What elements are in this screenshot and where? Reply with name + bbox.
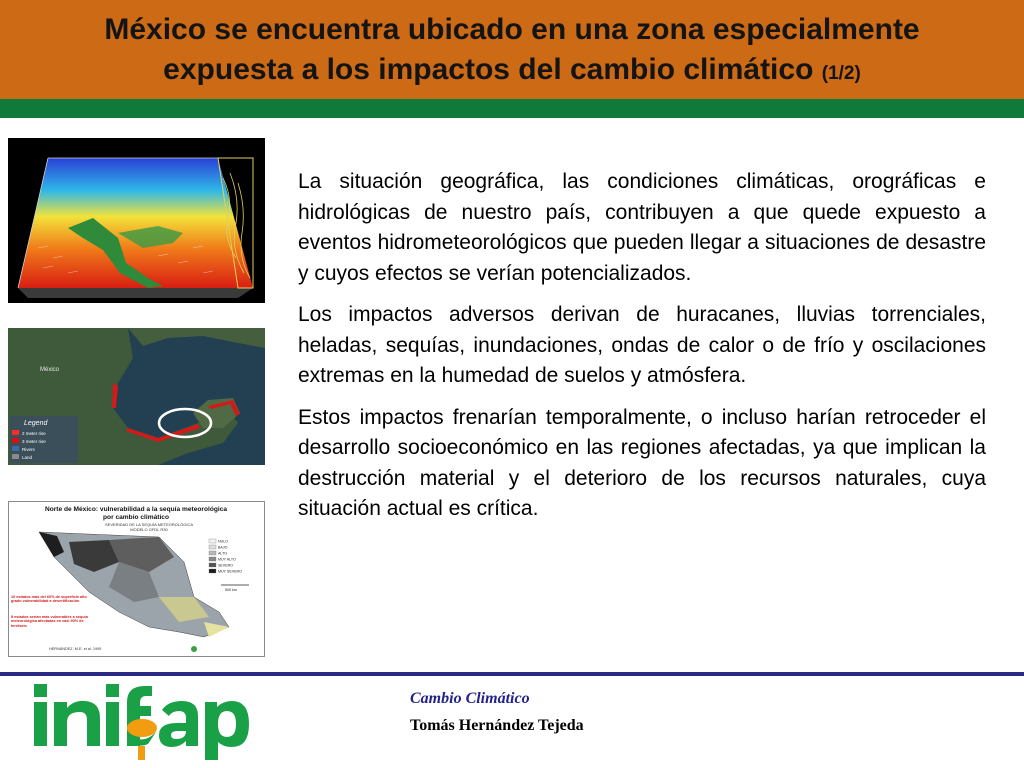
- paragraph-1: La situación geográfica, las condiciones climáticas, orográficas e hidrológicas de nuestro país, contribuyen a que quede expuesto a eventos hidrometeorológicos que pueden llegar a situaciones de desastre y cuyos efectos se verían potencializados.: [298, 170, 986, 285]
- mexico-map-label: México: [40, 367, 60, 373]
- paragraph-2: Los impactos adversos derivan de huracanes, lluvias torrenciales, heladas, sequías, inundaciones, ondas de calor o de frío y oscilaciones extremas en la humedad de suelos y atmósfera.: [298, 303, 986, 387]
- title-line-2: expuesta a los impactos del cambio climático: [163, 53, 822, 86]
- drought-map-title-1: Norte de México: vulnerabilidad a la sequía meteorológica: [44, 506, 228, 513]
- inifap-logo: [30, 680, 260, 762]
- accent-bar: [0, 99, 1024, 118]
- legend-title: Legend: [24, 420, 48, 427]
- climate-model-3d-image: [8, 138, 265, 303]
- title-page-indicator: (1/2): [821, 63, 861, 84]
- drought-map-subtitle-1: SEVERIDAD DE LA SEQUÍA METEOROLÓGICA: [104, 522, 194, 527]
- drought-legend-2: BAJO: [218, 545, 228, 550]
- footer-author: Tomás Hernández Tejeda: [410, 717, 584, 734]
- legend-item-2: 3 meter rise: [22, 439, 46, 444]
- drought-legend-5: SEVERO: [218, 563, 233, 568]
- drought-legend-3: ALTO: [218, 551, 228, 556]
- drought-map-scale: 500 km: [225, 588, 237, 592]
- footer-divider: [0, 672, 1024, 676]
- title-line-1: México se encuentra ubicado en una zona especialmente: [104, 13, 920, 46]
- legend-item-3: Rivers: [22, 447, 35, 452]
- drought-legend-6: MUY SEVERO: [218, 569, 242, 574]
- drought-map-subtitle-2: MODELO GFDL R30: [130, 527, 168, 532]
- drought-legend-4: MUY ALTO: [218, 557, 236, 562]
- legend-item-1: 2 meter rise: [22, 431, 46, 436]
- drought-vulnerability-map-image: [8, 501, 265, 657]
- sea-level-rise-map-image: [8, 328, 265, 465]
- legend-item-4: Land: [22, 455, 33, 460]
- drought-note-2: 8 estados serían más vulnerables a sequía meteorológica afectadas en casi 90% de territorio: [11, 615, 88, 628]
- slide-title: [0, 10, 1024, 94]
- drought-legend-1: NULO: [218, 539, 228, 544]
- footer-topic: Cambio Climático: [410, 690, 530, 707]
- drought-map-credit: HERNÁNDEZ, M.E. et al. 1995: [49, 647, 102, 651]
- drought-map-title-2: por cambio climático: [103, 514, 169, 521]
- drought-note-1: 10 estados más del 60% de superficie alto grado vulnerabilidad a desertificación: [11, 595, 87, 604]
- body-text: [298, 167, 986, 536]
- paragraph-3: Estos impactos frenarían temporalmente, o incluso harían retroceder el desarrollo socioeconómico en las regiones afectadas, ya que implican la destrucción material y el deterioro de los recursos naturales, cuya situación actual es crítica.: [298, 405, 986, 520]
